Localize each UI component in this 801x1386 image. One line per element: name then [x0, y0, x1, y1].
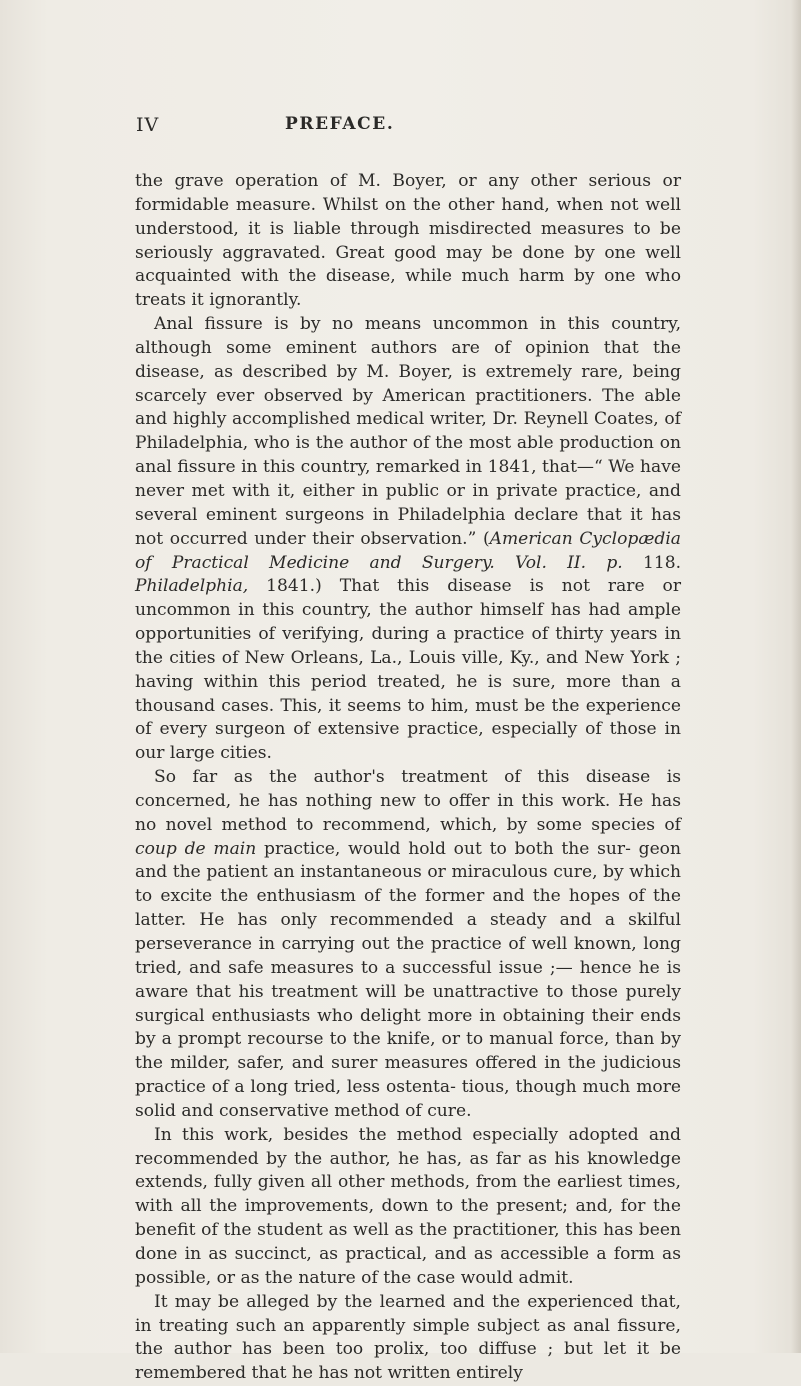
page-number: IV	[136, 114, 160, 136]
paragraph	[135, 313, 681, 766]
paragraph	[135, 1291, 681, 1386]
body-text	[135, 170, 681, 1386]
emphasis: coup de main	[135, 838, 257, 859]
citation-place: Philadelphia,	[135, 576, 249, 597]
paragraph-text: practice, would hold out to both the sur- geon and the patient an instantaneous or miraculous cure, by which to excite the enthusiasm of the former and the hopes of the latter. He has only recommended a steady and a skilful perseverance in carrying out the practice of well known, long tried, and safe measures to a successful issue ;— hence he is aware that his treatment will be unattractive to those purely surgical enthusiasts who delight more in obtaining their ends by a prompt recourse to the knife, or to manual force, than by the milder, safer, and surer measures offered in the judicious practice of a long tried, less ostenta- tious, though much more solid and conservative method of cure.	[135, 838, 681, 1121]
paragraph-text: So far as the author's treatment of this disease is concerned, he has nothing new to offer in this work. He has no novel method to recommend, which, by some species of	[135, 767, 681, 835]
paragraph-text: 1841.) That this disease is not rare or uncommon in this country, the author himself has had ample opportunities of verifying, during a practice of thirty years in the cities of New Orleans, La., Louis ville, Ky., and New York ; having within this period treated, he is sure, more than a thousand cases. This, it seems to him, must be the experience of every surgeon of extensive practice, especially of those in our large cities.	[135, 576, 681, 764]
paragraph-text: It may be alleged by the learned and the experienced that, in treating such an apparently simple subject as anal fissure, the author has been too prolix, too diffuse ; but let it be remembered that he has not written entirely	[135, 1291, 681, 1384]
paragraph-text: Anal fissure is by no means uncommon in this country, although some eminent authors are of opinion that the disease, as described by M. Boyer, is extremely rare, being scarcely ever observed by American practitioners. The able and highly accomplished medical writer, Dr. Reynell Coates, of Philadelphia, who is the author of the most able production on anal fissure in this country, remarked in 1841, that—“ We have never met with it, either in public or in private practice, and several eminent surgeons in Philadelphia declare that it has not occurred under their observation.” (	[135, 314, 681, 549]
citation-title: American Cyclopædia of Practical Medicine and Surgery. Vol. II. p.	[135, 528, 682, 573]
paragraph	[135, 170, 681, 313]
paragraph	[135, 766, 681, 1124]
paragraph-text: In this work, besides the method especially adopted and recommended by the author, he has, as far as his knowledge extends, fully given all other methods, from the earliest times, with all the improvements, down to the present; and, for the benefit of the student as well as the practitioner, this has been done in as succinct, as practical, and as accessible a form as possible, or as the nature of the case would admit.	[135, 1124, 681, 1288]
paragraph	[135, 1124, 681, 1291]
running-head	[136, 114, 676, 140]
running-head-title: PREFACE.	[285, 114, 395, 134]
citation-page: 118.	[622, 552, 681, 573]
paragraph-text: the grave operation of M. Boyer, or any other serious or formidable measure. Whilst on the other hand, when not well understood, it is liable through misdirected measures to be seriously aggravated. Great good may be done by one well acquainted with the disease, while much harm by one who treats it ignorantly.	[135, 171, 681, 311]
